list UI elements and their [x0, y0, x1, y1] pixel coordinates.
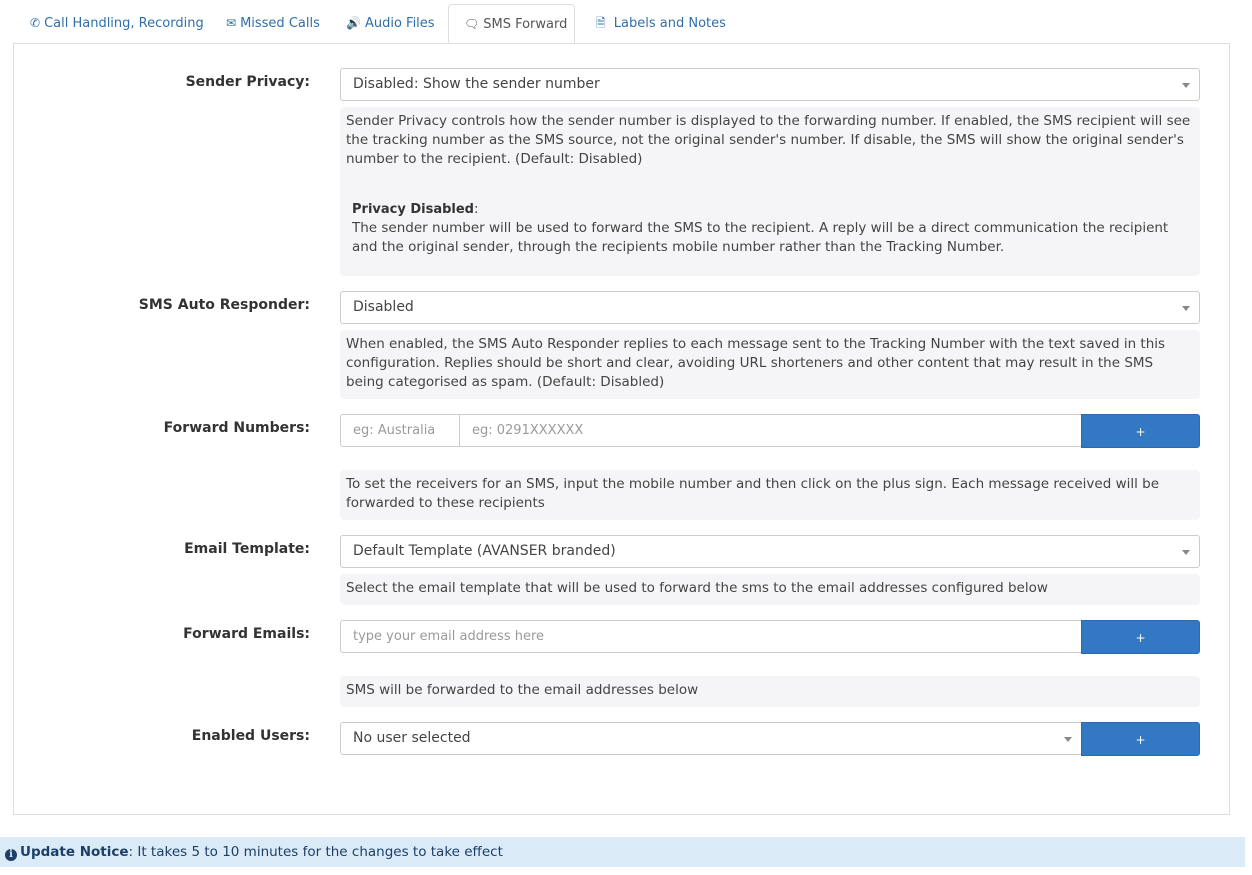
tab-audio-files[interactable]	[331, 4, 450, 42]
forward-numbers-label: Forward Numbers:	[163, 420, 310, 436]
auto-responder-value: Disabled	[353, 299, 414, 315]
sender-privacy-value: Disabled: Show the sender number	[353, 76, 600, 92]
add-number-button[interactable]: +	[1081, 414, 1200, 448]
country-input[interactable]: eg: Australia	[340, 414, 460, 447]
document-icon: 🗎	[596, 16, 606, 30]
email-template-label: Email Template:	[184, 541, 310, 557]
forward-numbers-help: To set the receivers for an SMS, input the mobile number and then click on the plus sign. Each message received will be forwarded to these recipients	[340, 470, 1200, 520]
email-template-value: Default Template (AVANSER branded)	[353, 543, 616, 559]
tab-bar	[13, 4, 1230, 44]
sender-privacy-help	[340, 107, 1200, 276]
auto-responder-help: When enabled, the SMS Auto Responder replies to each message sent to the Tracking Number with the text saved in this configuration. Replies should be short and clear, avoiding URL shorteners and other content that may result in the SMS being categorised as spam. (Default: Disabled)	[340, 330, 1200, 399]
tab-label: SMS Forward	[483, 17, 568, 32]
sender-privacy-select[interactable]	[340, 68, 1200, 101]
tab-label: Missed Calls	[240, 16, 320, 31]
privacy-detail-sep: :	[474, 201, 479, 217]
auto-responder-label: SMS Auto Responder:	[138, 297, 310, 313]
tab-sms-forward[interactable]	[448, 4, 575, 43]
notice-title: Update Notice	[20, 844, 129, 860]
tab-call-handling[interactable]	[15, 4, 219, 42]
phone-number-input[interactable]: eg: 0291XXXXXX	[459, 414, 1082, 447]
chevron-down-icon	[1182, 83, 1190, 88]
speaker-icon: 🔊	[346, 16, 361, 30]
chevron-down-icon	[1182, 550, 1190, 555]
tab-label: Labels and Notes	[613, 16, 726, 31]
chevron-down-icon	[1064, 737, 1072, 742]
notice-text: : It takes 5 to 10 minutes for the changes to take effect	[128, 844, 503, 860]
enabled-users-label: Enabled Users:	[191, 728, 310, 744]
envelope-icon: ✉	[226, 16, 237, 30]
email-template-select[interactable]	[340, 535, 1200, 568]
chevron-down-icon	[1182, 306, 1190, 311]
add-email-button[interactable]: +	[1081, 620, 1200, 654]
privacy-detail-title: Privacy Disabled	[352, 202, 474, 217]
phone-icon: ✆	[30, 16, 41, 30]
privacy-detail-text: The sender number will be used to forward the SMS to the recipient. A reply will be a direct communication the recipient and the original sender, through the recipients mobile number rather than the Tracking Number.	[352, 220, 1169, 255]
enabled-users-value: No user selected	[353, 730, 471, 746]
comment-icon: 🗨	[464, 17, 480, 31]
privacy-detail	[346, 200, 1194, 257]
tab-labels-notes[interactable]	[581, 4, 741, 42]
forward-emails-label: Forward Emails:	[183, 626, 310, 642]
tab-label: Call Handling, Recording	[44, 16, 204, 31]
add-user-button[interactable]: +	[1081, 722, 1200, 756]
forward-emails-help: SMS will be forwarded to the email addresses below	[340, 676, 1200, 707]
sender-privacy-label: Sender Privacy:	[185, 74, 310, 90]
tab-label: Audio Files	[364, 16, 435, 31]
email-template-help: Select the email template that will be used to forward the sms to the email addresses configured below	[340, 574, 1200, 605]
tab-missed-calls[interactable]	[211, 4, 335, 42]
sender-privacy-help-text: Sender Privacy controls how the sender number is displayed to the forwarding number. If enabled, the SMS recipient will see the tracking number as the SMS source, not the original sender's number. If disable, the SMS will show the original sender's number to the recipient. (Default: Disabled)	[346, 113, 1191, 167]
email-input[interactable]: type your email address here	[340, 620, 1082, 653]
enabled-users-select[interactable]	[340, 722, 1082, 755]
update-notice	[0, 837, 1245, 867]
info-icon: i	[5, 849, 17, 861]
auto-responder-select[interactable]	[340, 291, 1200, 324]
